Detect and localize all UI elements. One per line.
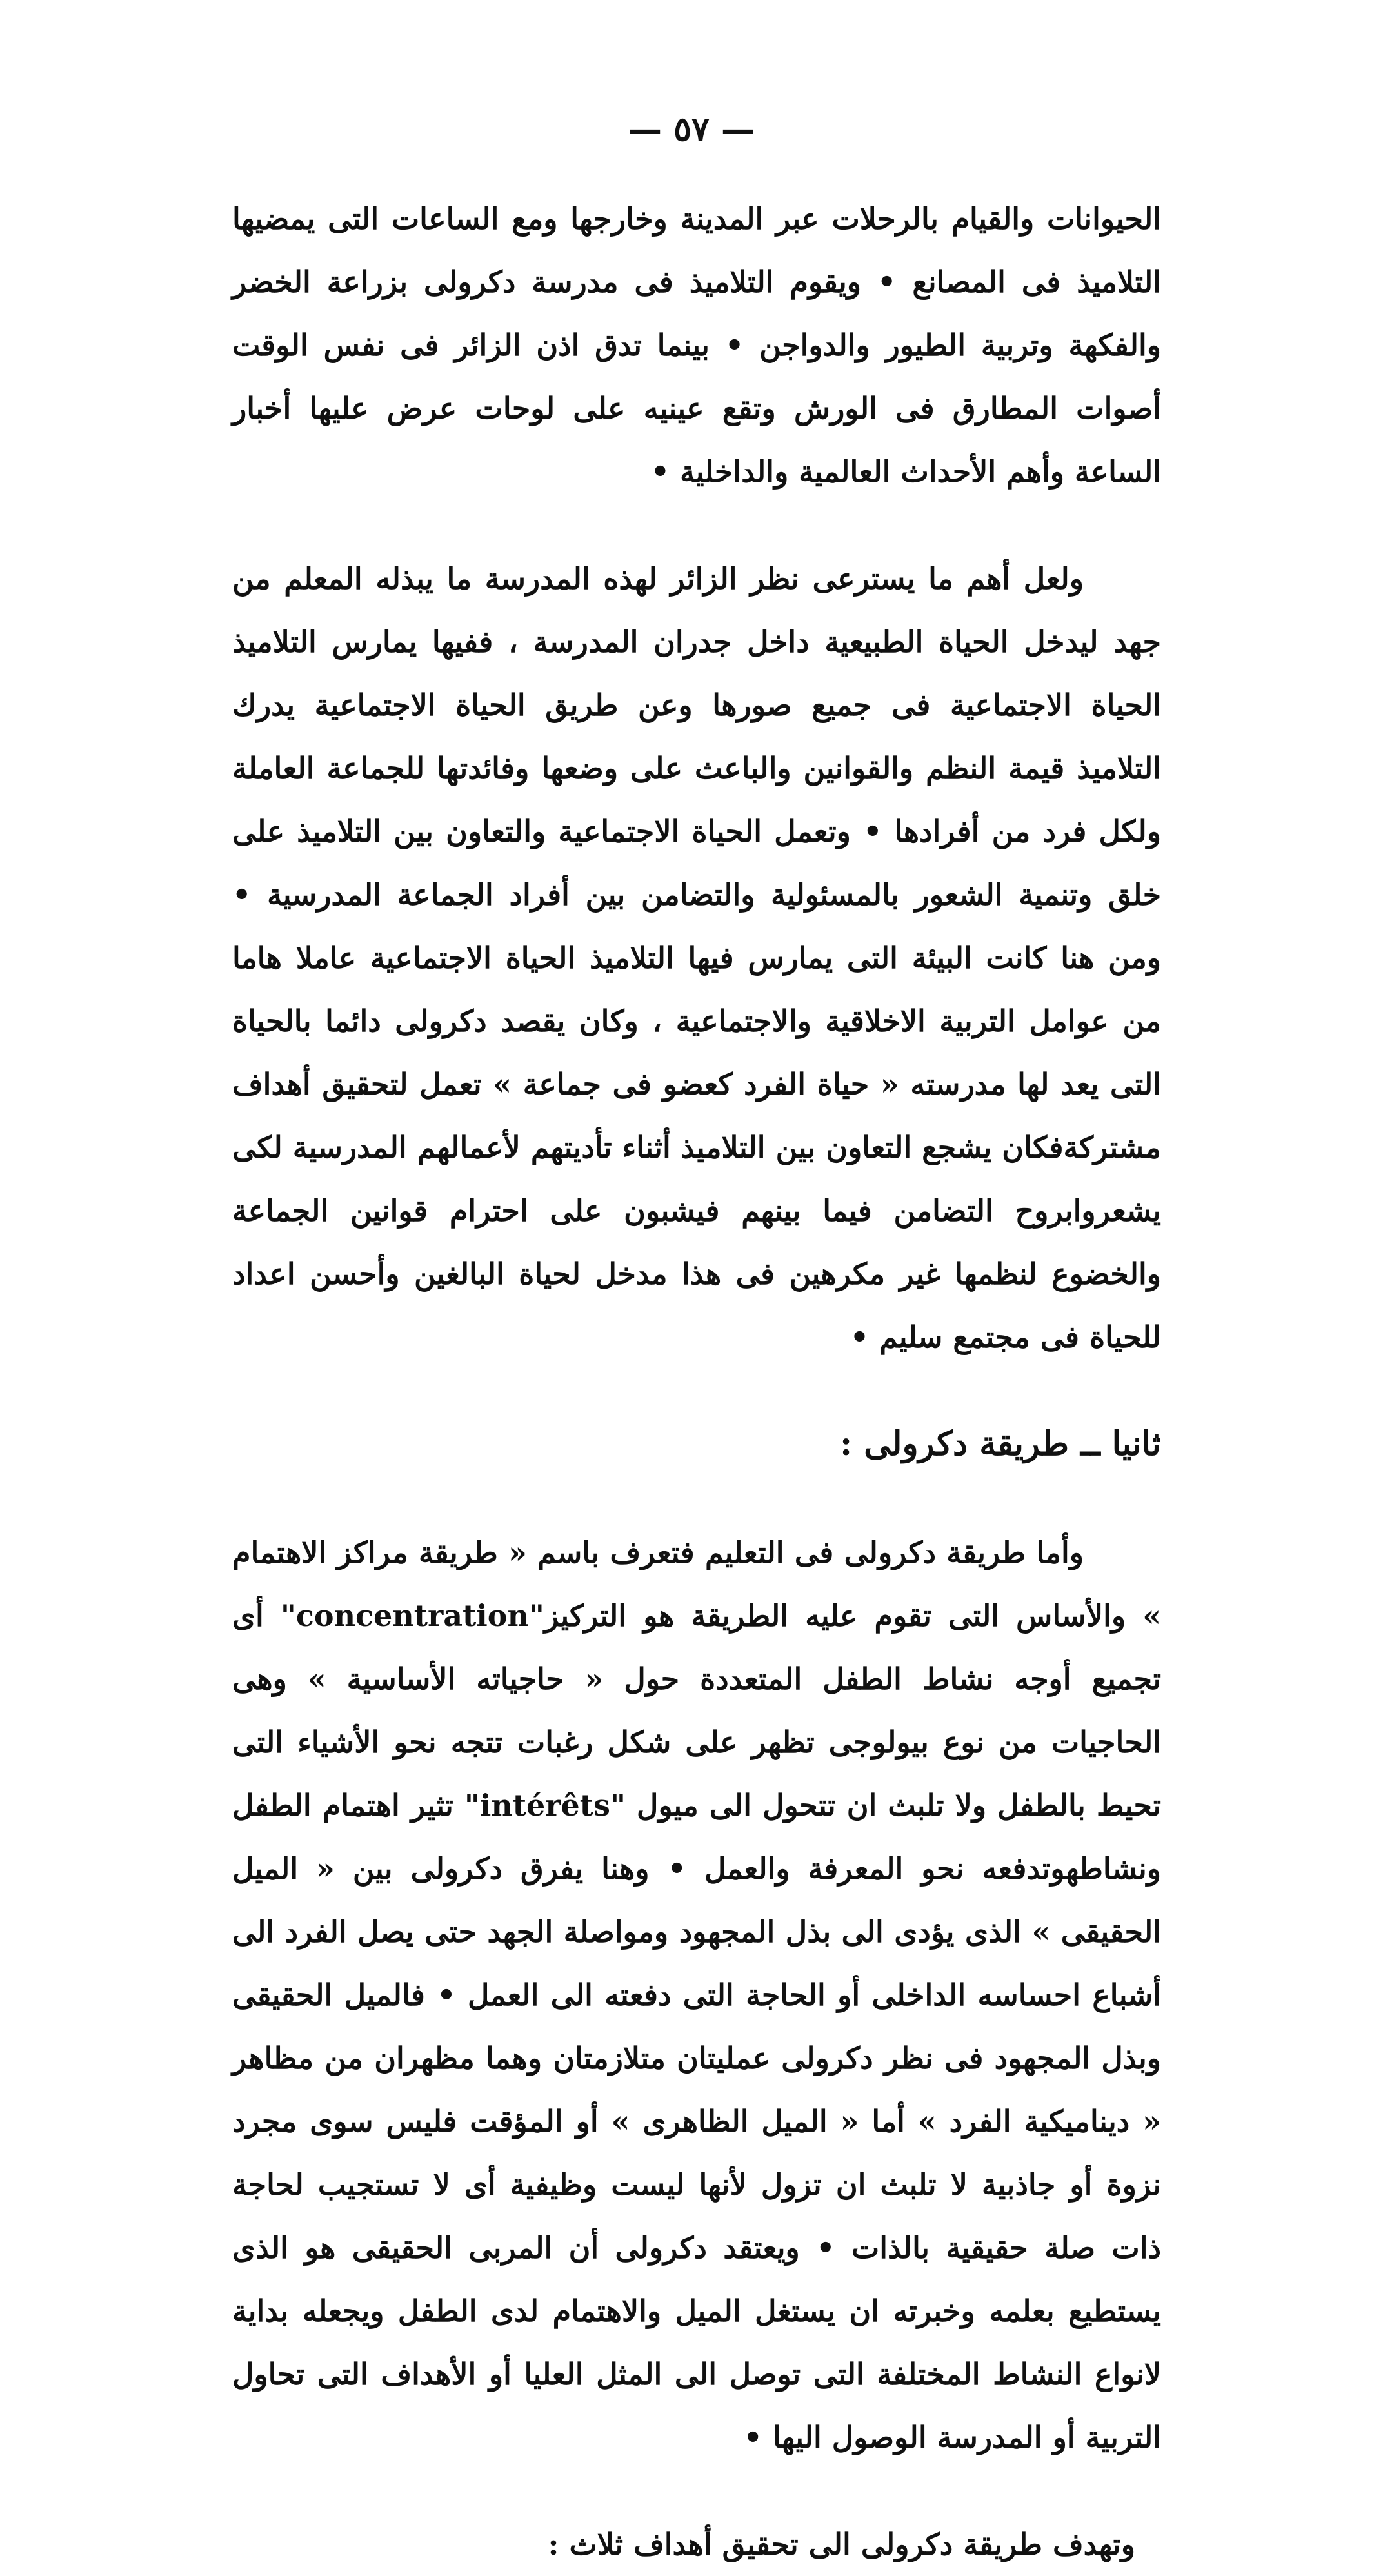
paragraph-method: وأما طريقة دكرولى فى التعليم فتعرف باسم « طريقة مراكز الاهتمام » والأساس التى تقوم عليه الطريقة هو التركيز"concentration" أى تجميع أوجه نشاط الطفل المتعددة حول « حاجياته الأساسية » وهى الحاجيات من نوع بيولوجى تظهر على شكل رغبات تتجه نحو الأشياء التى تحيط بالطفل ولا تلبث ان تتحول الى ميول "intérêts" تثير اهتمام الطفل ونشاطهوتدفعه نحو المعرفة والعمل • وهنا يفرق دكرولى بين « الميل الحقيقى » الذى يؤدى الى بذل المجهود ومواصلة الجهد حتى يصل الفرد الى أشباع احساسه الداخلى أو الحاجة التى دفعته الى العمل • فالميل الحقيقى وبذل المجهود فى نظر دكرولى عمليتان متلازمتان وهما مظهران من مظاهر « ديناميكية الفرد » أما « الميل الظاهرى » أو المؤقت فليس سوى مجرد نزوة أو جاذبية لا تلبث ان تزول لأنها ليست وظيفية أى لا تستجيب لحاجة ذات صلة حقيقية بالذات • ويعتقد دكرولى أن المربى الحقيقى هو الذى يستطيع بعلمه وخبرته ان يستغل الميل والاهتمام لدى الطفل ويجعله بداية لانواع النشاط المختلفة التى توصل الى المثل العليا أو الأهداف التى تحاول التربية أو المدرسة الوصول اليها • (232, 1535, 1162, 2455)
paragraph-2: ولعل أهم ما يسترعى نظر الزائر لهذه المدرسة ما يبذله المعلم من جهد ليدخل الحياة الطبيعية داخل جدران المدرسة ، ففيها يمارس التلاميذ الحياة الاجتماعية فى جميع صورها وعن طريق الحياة الاجتماعية يدرك التلاميذ قيمة النظم والقوانين والباعث على وضعها وفائدتها للجماعة العاملة ولكل فرد من أفرادها • وتعمل الحياة الاجتماعية والتعاون بين التلاميذ على خلق وتنمية الشعور بالمسئولية والتضامن بين أفراد الجماعة المدرسية • ومن هنا كانت البيئة التى يمارس فيها التلاميذ الحياة الاجتماعية عاملا هاما من عوامل التربية الاخلاقية والاجتماعية ، وكان يقصد دكرولى دائما بالحياة التى يعد لها مدرسته « حياة الفرد كعضو فى جماعة » تعمل لتحقيق أهداف مشتركةفكان يشجع التعاون بين التلاميذ أثناء تأديتهم لأعمالهم المدرسية لكى يشعروابروح التضامن فيما بينهم فيشبون على احترام قوانين الجماعة والخضوع لنظمها غير مكرهين فى هذا مدخل لحياة البالغين وأحسن اعداد للحياة فى مجتمع سليم • (232, 561, 1161, 1354)
paragraph-1: الحيوانات والقيام بالرحلات عبر المدينة وخارجها ومع الساعات التى يمضيها التلاميذ فى المصانع • ويقوم التلاميذ فى مدرسة دكرولى بزراعة الخضر والفكهة وتربية الطيور والدواجن • بينما تدق اذن الزائر فى نفس الوقت أصوات المطارق فى الورش وتقع عينيه على لوحات عرض عليها أخبار الساعة وأهم الأحداث العالمية والداخلية • (232, 201, 1161, 489)
page-body (232, 187, 1161, 2576)
section-heading: ثانيا ــ طريقة دكرولى : (839, 1424, 1161, 1463)
page-number: — ٥٧ — (628, 110, 755, 149)
closing-line: وتهدف طريقة دكرولى الى تحقيق أهداف ثلاث : (548, 2527, 1135, 2562)
